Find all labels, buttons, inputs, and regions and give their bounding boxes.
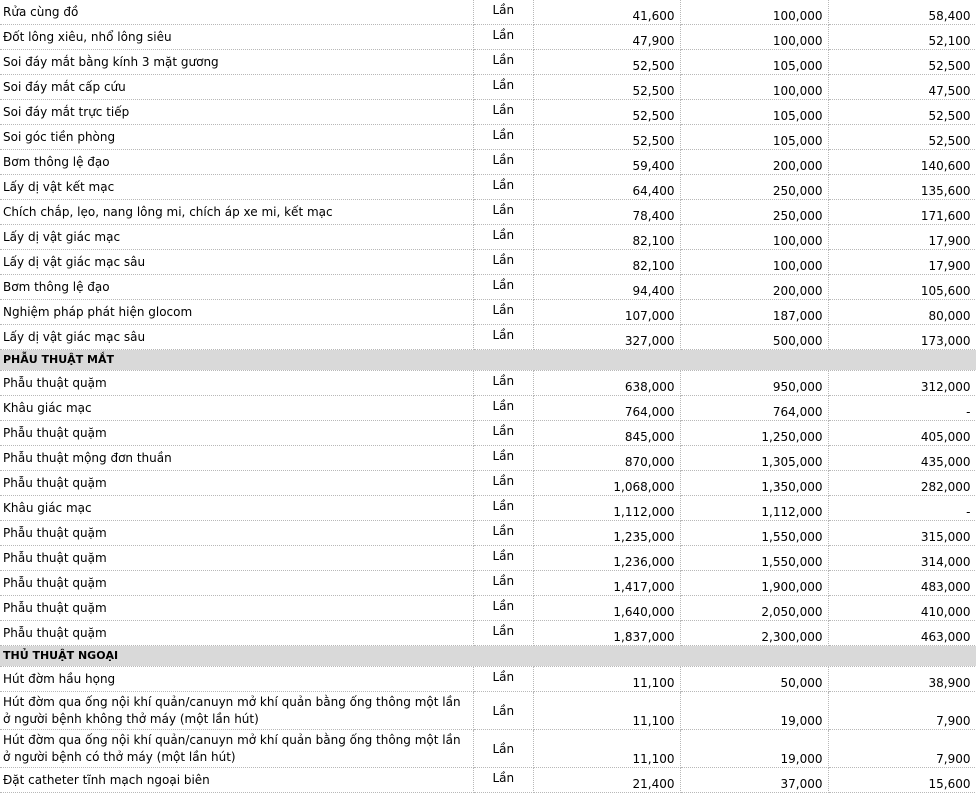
difference-price-cell: 80,000 (828, 300, 976, 325)
service-price-cell: 1,900,000 (680, 571, 828, 596)
difference-price-cell: 52,500 (828, 50, 976, 75)
service-name-cell: Lấy dị vật giác mạc sâu (0, 250, 473, 275)
service-price-cell: 1,112,000 (680, 496, 828, 521)
unit-cell: Lần (473, 521, 533, 546)
insurance-price-cell: 59,400 (533, 150, 680, 175)
service-name-cell: Soi đáy mắt trực tiếp (0, 100, 473, 125)
unit-cell: Lần (473, 471, 533, 496)
insurance-price-cell: 1,068,000 (533, 471, 680, 496)
service-name-cell: Phẫu thuật quặm (0, 621, 473, 646)
insurance-price-cell: 52,500 (533, 125, 680, 150)
difference-price-cell: 171,600 (828, 200, 976, 225)
section-title: THỦ THUẬT NGOẠI (0, 646, 976, 667)
service-name-cell: Khâu giác mạc (0, 496, 473, 521)
difference-price-cell: 7,900 (828, 692, 976, 730)
table-row (0, 546, 976, 571)
service-price-cell: 100,000 (680, 25, 828, 50)
table-row (0, 225, 976, 250)
table-row (0, 275, 976, 300)
table-row (0, 150, 976, 175)
difference-price-cell: 463,000 (828, 621, 976, 646)
service-price-cell: 500,000 (680, 325, 828, 350)
unit-cell: Lần (473, 150, 533, 175)
table-row (0, 496, 976, 521)
unit-cell: Lần (473, 496, 533, 521)
service-price-cell: 100,000 (680, 75, 828, 100)
difference-price-cell: 315,000 (828, 521, 976, 546)
insurance-price-cell: 21,400 (533, 768, 680, 793)
service-name-cell: Bơm thông lệ đạo (0, 150, 473, 175)
section-header-row (0, 646, 976, 667)
service-price-cell: 950,000 (680, 371, 828, 396)
difference-price-cell: 483,000 (828, 571, 976, 596)
service-price-cell: 250,000 (680, 175, 828, 200)
insurance-price-cell: 11,100 (533, 692, 680, 730)
insurance-price-cell: 52,500 (533, 75, 680, 100)
table-row (0, 471, 976, 496)
difference-price-cell: 140,600 (828, 150, 976, 175)
difference-price-cell: 282,000 (828, 471, 976, 496)
insurance-price-cell: 638,000 (533, 371, 680, 396)
service-name-cell: Lấy dị vật giác mạc sâu (0, 325, 473, 350)
service-name-cell: Phẫu thuật quặm (0, 546, 473, 571)
service-price-cell: 2,050,000 (680, 596, 828, 621)
difference-price-cell: 7,900 (828, 730, 976, 768)
difference-price-cell: 405,000 (828, 421, 976, 446)
service-name-cell: Nghiệm pháp phát hiện glocom (0, 300, 473, 325)
unit-cell: Lần (473, 25, 533, 50)
service-name-cell: Soi đáy mắt cấp cứu (0, 75, 473, 100)
insurance-price-cell: 94,400 (533, 275, 680, 300)
service-price-cell: 1,550,000 (680, 521, 828, 546)
service-name-cell: Chích chắp, lẹo, nang lông mi, chích áp xe mi, kết mạc (0, 200, 473, 225)
difference-price-cell: 135,600 (828, 175, 976, 200)
insurance-price-cell: 764,000 (533, 396, 680, 421)
service-price-cell: 1,250,000 (680, 421, 828, 446)
service-name-cell: Lấy dị vật giác mạc (0, 225, 473, 250)
unit-cell: Lần (473, 100, 533, 125)
difference-price-cell: 52,100 (828, 25, 976, 50)
service-price-cell: 19,000 (680, 692, 828, 730)
difference-price-cell: 47,500 (828, 75, 976, 100)
table-row (0, 25, 976, 50)
insurance-price-cell: 1,236,000 (533, 546, 680, 571)
unit-cell: Lần (473, 446, 533, 471)
table-row (0, 325, 976, 350)
unit-cell: Lần (473, 621, 533, 646)
table-row (0, 175, 976, 200)
insurance-price-cell: 1,112,000 (533, 496, 680, 521)
service-name-cell: Đặt catheter tĩnh mạch ngoại biên (0, 768, 473, 793)
table-row (0, 596, 976, 621)
difference-price-cell: 15,600 (828, 768, 976, 793)
difference-price-cell: 410,000 (828, 596, 976, 621)
difference-price-cell: - (828, 496, 976, 521)
insurance-price-cell: 327,000 (533, 325, 680, 350)
insurance-price-cell: 11,100 (533, 667, 680, 692)
unit-cell: Lần (473, 768, 533, 793)
service-name-cell: Soi đáy mắt bằng kính 3 mặt gương (0, 50, 473, 75)
service-name-cell: Hút đờm qua ống nội khí quản/canuyn mở khí quản bằng ống thông một lần ở người bệnh không thở máy (một lần hút) (0, 692, 473, 730)
insurance-price-cell: 41,600 (533, 0, 680, 25)
service-price-cell: 187,000 (680, 300, 828, 325)
unit-cell: Lần (473, 225, 533, 250)
table-row (0, 200, 976, 225)
service-name-cell: Đốt lông xiêu, nhổ lông siêu (0, 25, 473, 50)
service-name-cell: Phẫu thuật mộng đơn thuần (0, 446, 473, 471)
service-name-cell: Phẫu thuật quặm (0, 596, 473, 621)
insurance-price-cell: 870,000 (533, 446, 680, 471)
table-row (0, 100, 976, 125)
table-row (0, 421, 976, 446)
unit-cell: Lần (473, 371, 533, 396)
difference-price-cell: 314,000 (828, 546, 976, 571)
table-row (0, 768, 976, 793)
insurance-price-cell: 52,500 (533, 100, 680, 125)
insurance-price-cell: 1,235,000 (533, 521, 680, 546)
insurance-price-cell: 1,417,000 (533, 571, 680, 596)
unit-cell: Lần (473, 125, 533, 150)
unit-cell: Lần (473, 275, 533, 300)
table-row (0, 50, 976, 75)
table-row (0, 621, 976, 646)
section-header-row (0, 350, 976, 371)
service-price-cell: 200,000 (680, 275, 828, 300)
service-price-cell: 200,000 (680, 150, 828, 175)
insurance-price-cell: 47,900 (533, 25, 680, 50)
service-name-cell: Bơm thông lệ đạo (0, 275, 473, 300)
unit-cell: Lần (473, 730, 533, 768)
service-name-cell: Phẫu thuật quặm (0, 521, 473, 546)
service-name-cell: Phẫu thuật quặm (0, 371, 473, 396)
table-row (0, 667, 976, 692)
unit-cell: Lần (473, 421, 533, 446)
unit-cell: Lần (473, 546, 533, 571)
table-row (0, 0, 976, 25)
difference-price-cell: 52,500 (828, 125, 976, 150)
unit-cell: Lần (473, 396, 533, 421)
difference-price-cell: 312,000 (828, 371, 976, 396)
service-price-cell: 2,300,000 (680, 621, 828, 646)
insurance-price-cell: 82,100 (533, 225, 680, 250)
service-price-cell: 105,000 (680, 125, 828, 150)
unit-cell: Lần (473, 596, 533, 621)
unit-cell: Lần (473, 200, 533, 225)
table-row (0, 730, 976, 768)
table-row (0, 571, 976, 596)
difference-price-cell: 173,000 (828, 325, 976, 350)
table-row (0, 125, 976, 150)
service-name-cell: Rửa cùng đồ (0, 0, 473, 25)
insurance-price-cell: 82,100 (533, 250, 680, 275)
unit-cell: Lần (473, 0, 533, 25)
service-name-cell: Phẫu thuật quặm (0, 421, 473, 446)
insurance-price-cell: 64,400 (533, 175, 680, 200)
unit-cell: Lần (473, 75, 533, 100)
insurance-price-cell: 107,000 (533, 300, 680, 325)
difference-price-cell: 435,000 (828, 446, 976, 471)
unit-cell: Lần (473, 571, 533, 596)
difference-price-cell: 105,600 (828, 275, 976, 300)
service-price-cell: 105,000 (680, 50, 828, 75)
service-price-cell: 1,350,000 (680, 471, 828, 496)
service-price-cell: 1,305,000 (680, 446, 828, 471)
service-name-cell: Phẫu thuật quặm (0, 571, 473, 596)
service-name-cell: Khâu giác mạc (0, 396, 473, 421)
service-price-cell: 105,000 (680, 100, 828, 125)
table-row (0, 446, 976, 471)
insurance-price-cell: 1,837,000 (533, 621, 680, 646)
service-name-cell: Lấy dị vật kết mạc (0, 175, 473, 200)
unit-cell: Lần (473, 175, 533, 200)
section-title: PHẪU THUẬT MẮT (0, 350, 976, 371)
insurance-price-cell: 845,000 (533, 421, 680, 446)
service-price-cell: 764,000 (680, 396, 828, 421)
unit-cell: Lần (473, 325, 533, 350)
difference-price-cell: 38,900 (828, 667, 976, 692)
table-row (0, 521, 976, 546)
service-price-cell: 1,550,000 (680, 546, 828, 571)
insurance-price-cell: 52,500 (533, 50, 680, 75)
insurance-price-cell: 78,400 (533, 200, 680, 225)
table-row (0, 371, 976, 396)
table-row (0, 250, 976, 275)
table-row (0, 75, 976, 100)
table-row (0, 396, 976, 421)
insurance-price-cell: 11,100 (533, 730, 680, 768)
unit-cell: Lần (473, 50, 533, 75)
service-price-cell: 100,000 (680, 250, 828, 275)
service-price-cell: 37,000 (680, 768, 828, 793)
difference-price-cell: 58,400 (828, 0, 976, 25)
insurance-price-cell: 1,640,000 (533, 596, 680, 621)
service-name-cell: Hút đờm hầu họng (0, 667, 473, 692)
service-price-cell: 100,000 (680, 0, 828, 25)
unit-cell: Lần (473, 692, 533, 730)
difference-price-cell: 52,500 (828, 100, 976, 125)
table-row (0, 300, 976, 325)
table-row (0, 692, 976, 730)
unit-cell: Lần (473, 667, 533, 692)
difference-price-cell: 17,900 (828, 250, 976, 275)
difference-price-cell: - (828, 396, 976, 421)
service-name-cell: Phẫu thuật quặm (0, 471, 473, 496)
service-price-cell: 19,000 (680, 730, 828, 768)
service-name-cell: Hút đờm qua ống nội khí quản/canuyn mở khí quản bằng ống thông một lần ở người bệnh có thở máy (một lần hút) (0, 730, 473, 768)
service-price-cell: 250,000 (680, 200, 828, 225)
service-price-cell: 100,000 (680, 225, 828, 250)
service-name-cell: Soi góc tiền phòng (0, 125, 473, 150)
unit-cell: Lần (473, 250, 533, 275)
service-price-cell: 50,000 (680, 667, 828, 692)
difference-price-cell: 17,900 (828, 225, 976, 250)
unit-cell: Lần (473, 300, 533, 325)
